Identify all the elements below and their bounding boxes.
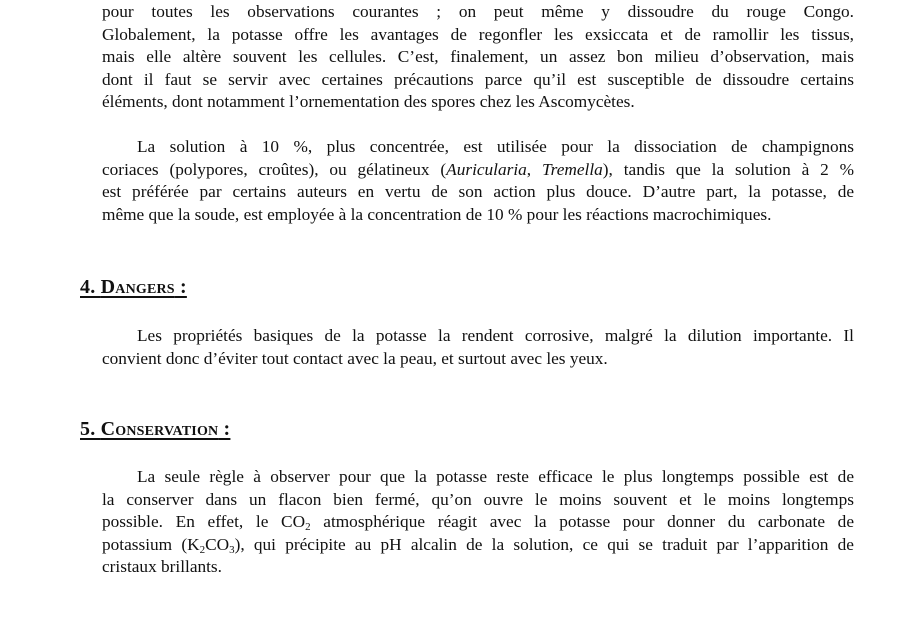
paragraph-conservation [102, 466, 854, 579]
text-fragment: CO [205, 534, 230, 554]
paragraph-observation-medium [102, 1, 854, 114]
subscript: 2 [199, 543, 206, 556]
section-number: 4. [80, 276, 101, 298]
text-line: pour toutes les observations courantes ; on peut même y dissoudre du rouge Congo. [102, 2, 854, 21]
text-fragment: , [526, 159, 542, 179]
text-fragment: coriaces (polypores, croûtes), ou gélatineux ( [102, 159, 447, 179]
italic-genus-name: Tremella [541, 159, 603, 179]
text-line: Les propriétés basiques de la potasse la rendent corrosive, malgré la dilution importante. Il [137, 326, 854, 345]
text-line: mais elle altère souvent les cellules. C’est, finalement, un assez bon milieu d’observation, mais [102, 47, 854, 67]
text-line: convient donc d’éviter tout contact avec la peau, et surtout avec les yeux. [102, 348, 608, 368]
text-line [102, 534, 854, 557]
text-line: dont il faut se servir avec certaines précautions parce qu’il est susceptible de dissoudre certains [102, 69, 854, 89]
section-suffix: : [174, 276, 187, 298]
text-line: La solution à 10 %, plus concentrée, est utilisée pour la dissociation de champignons [137, 137, 854, 156]
section-suffix: : [218, 418, 231, 440]
text-line: cristaux brillants. [102, 557, 222, 577]
text-line [102, 159, 854, 182]
section-title: Dangers [100, 276, 175, 298]
text-line: est préférée par certains auteurs en vertu de son action plus douce. D’autre part, la potasse, de [102, 182, 854, 202]
text-line [102, 511, 854, 534]
paragraph-dangers [102, 325, 854, 370]
text-fragment: potassium (K [102, 534, 200, 554]
section-heading-dangers [80, 276, 187, 299]
text-line: Globalement, la potasse offre les avantages de regonfler les exsiccata et de ramollir les tissus, [102, 24, 854, 44]
text-fragment: ), tandis que la solution à 2 % [602, 159, 855, 179]
section-title: Conservation [100, 418, 219, 440]
text-line: même que la soude, est employée à la concentration de 10 % pour les réactions macrochimiques. [102, 204, 772, 224]
section-heading-conservation [80, 418, 230, 441]
text-line: La seule règle à observer pour que la potasse reste efficace le plus longtemps possible est de [137, 467, 854, 486]
italic-genus-name: Auricularia [446, 159, 527, 179]
paragraph-concentrations [102, 136, 854, 226]
section-number: 5. [80, 418, 101, 440]
subscript: 3 [229, 543, 235, 556]
text-fragment: possible. En effet, le CO [102, 512, 306, 532]
text-line: la conserver dans un flacon bien fermé, qu’on ouvre le moins souvent et le moins longtemps [102, 489, 854, 509]
text-fragment: atmosphérique réagit avec la potasse pour donner du carbonate de [310, 512, 854, 532]
subscript: 2 [305, 521, 311, 534]
text-fragment: ), qui précipite au pH alcalin de la solution, ce qui se traduit par l’apparition de [234, 534, 854, 554]
text-line: éléments, dont notamment l’ornementation des spores chez les Ascomycètes. [102, 92, 635, 112]
